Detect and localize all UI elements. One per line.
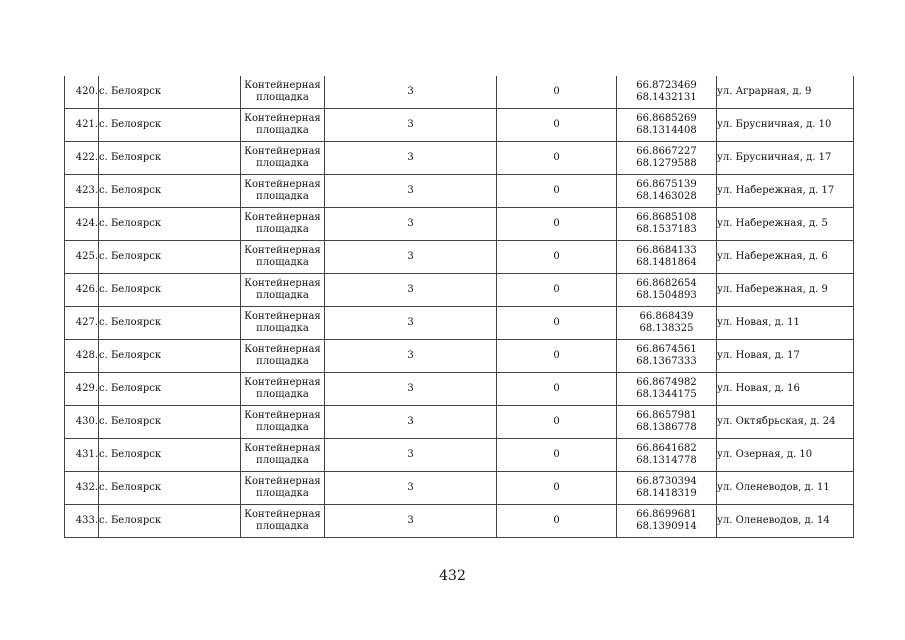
row-number-cell: 431.: [65, 439, 99, 472]
locality-cell: с. Белоярск: [99, 340, 241, 373]
site-type-line-2: площадка: [256, 455, 309, 466]
row-number-cell: 420.: [65, 76, 99, 109]
latitude-value: 66.8685269: [636, 113, 697, 124]
site-type-line-2: площадка: [256, 92, 309, 103]
site-type-cell: [241, 307, 325, 340]
row-number-cell: 432.: [65, 472, 99, 505]
site-type-line-1: Контейнерная: [244, 278, 321, 289]
site-type-line-2: площадка: [256, 158, 309, 169]
secondary-count-cell: 0: [497, 505, 617, 538]
secondary-count-cell: 0: [497, 208, 617, 241]
secondary-count-cell: 0: [497, 340, 617, 373]
container-count-cell: 3: [325, 208, 497, 241]
site-type-line-1: Контейнерная: [244, 212, 321, 223]
latitude-value: 66.8675139: [636, 179, 697, 190]
site-type-line-1: Контейнерная: [244, 179, 321, 190]
locality-cell: с. Белоярск: [99, 505, 241, 538]
site-type-line-1: Контейнерная: [244, 443, 321, 454]
row-number-cell: 433.: [65, 505, 99, 538]
locality-cell: с. Белоярск: [99, 406, 241, 439]
locality-cell: с. Белоярск: [99, 274, 241, 307]
locality-cell: с. Белоярск: [99, 439, 241, 472]
address-cell: ул. Набережная, д. 9: [717, 274, 854, 307]
longitude-value: 68.1386778: [636, 422, 697, 433]
site-type-line-1: Контейнерная: [244, 410, 321, 421]
row-number-cell: 430.: [65, 406, 99, 439]
site-type-line-1: Контейнерная: [244, 245, 321, 256]
locality-cell: с. Белоярск: [99, 142, 241, 175]
row-number-cell: 423.: [65, 175, 99, 208]
longitude-value: 68.1432131: [636, 92, 697, 103]
site-type-cell: [241, 274, 325, 307]
longitude-value: 68.138325: [639, 323, 694, 334]
secondary-count-cell: 0: [497, 109, 617, 142]
table-row: [65, 241, 854, 274]
site-type-line-2: площадка: [256, 191, 309, 202]
coordinates-cell: [617, 439, 717, 472]
latitude-value: 66.8685108: [636, 212, 697, 223]
coordinates-cell: [617, 472, 717, 505]
site-type-cell: [241, 109, 325, 142]
container-count-cell: 3: [325, 505, 497, 538]
latitude-value: 66.8684133: [636, 245, 697, 256]
container-count-cell: 3: [325, 175, 497, 208]
coordinates-cell: [617, 307, 717, 340]
coordinates-cell: [617, 340, 717, 373]
site-type-line-2: площадка: [256, 521, 309, 532]
row-number-cell: 422.: [65, 142, 99, 175]
latitude-value: 66.8641682: [636, 443, 697, 454]
container-count-cell: 3: [325, 142, 497, 175]
longitude-value: 68.1367333: [636, 356, 697, 367]
latitude-value: 66.8667227: [636, 146, 697, 157]
longitude-value: 68.1537183: [636, 224, 697, 235]
address-cell: ул. Набережная, д. 17: [717, 175, 854, 208]
locality-cell: с. Белоярск: [99, 208, 241, 241]
container-count-cell: 3: [325, 109, 497, 142]
secondary-count-cell: 0: [497, 274, 617, 307]
latitude-value: 66.8657981: [636, 410, 697, 421]
longitude-value: 68.1463028: [636, 191, 697, 202]
coordinates-cell: [617, 505, 717, 538]
secondary-count-cell: 0: [497, 406, 617, 439]
latitude-value: 66.8723469: [636, 80, 697, 91]
site-type-line-1: Контейнерная: [244, 311, 321, 322]
site-type-cell: [241, 439, 325, 472]
coordinates-cell: [617, 373, 717, 406]
address-cell: ул. Аграрная, д. 9: [717, 76, 854, 109]
table-row: [65, 208, 854, 241]
container-count-cell: 3: [325, 274, 497, 307]
site-type-line-1: Контейнерная: [244, 509, 321, 520]
longitude-value: 68.1418319: [636, 488, 697, 499]
longitude-value: 68.1279588: [636, 158, 697, 169]
container-count-cell: 3: [325, 76, 497, 109]
locality-cell: с. Белоярск: [99, 472, 241, 505]
longitude-value: 68.1504893: [636, 290, 697, 301]
secondary-count-cell: 0: [497, 76, 617, 109]
secondary-count-cell: 0: [497, 307, 617, 340]
address-cell: ул. Оленеводов, д. 11: [717, 472, 854, 505]
container-count-cell: 3: [325, 439, 497, 472]
row-number-cell: 426.: [65, 274, 99, 307]
row-number-cell: 424.: [65, 208, 99, 241]
table-row: [65, 373, 854, 406]
address-cell: ул. Брусничная, д. 10: [717, 109, 854, 142]
longitude-value: 68.1314778: [636, 455, 697, 466]
site-type-cell: [241, 373, 325, 406]
site-type-line-2: площадка: [256, 422, 309, 433]
site-type-cell: [241, 142, 325, 175]
table-row: [65, 274, 854, 307]
secondary-count-cell: 0: [497, 472, 617, 505]
latitude-value: 66.8674561: [636, 344, 697, 355]
site-type-line-1: Контейнерная: [244, 146, 321, 157]
latitude-value: 66.868439: [639, 311, 694, 322]
site-type-line-1: Контейнерная: [244, 113, 321, 124]
address-cell: ул. Новая, д. 17: [717, 340, 854, 373]
site-type-line-1: Контейнерная: [244, 377, 321, 388]
site-type-line-2: площадка: [256, 488, 309, 499]
row-number-cell: 429.: [65, 373, 99, 406]
site-type-line-1: Контейнерная: [244, 80, 321, 91]
table-row: [65, 142, 854, 175]
coordinates-cell: [617, 208, 717, 241]
latitude-value: 66.8699681: [636, 509, 697, 520]
secondary-count-cell: 0: [497, 142, 617, 175]
site-type-line-2: площадка: [256, 257, 309, 268]
table-body: [65, 76, 854, 538]
container-count-cell: 3: [325, 241, 497, 274]
table-row: [65, 175, 854, 208]
address-cell: ул. Новая, д. 11: [717, 307, 854, 340]
site-type-cell: [241, 241, 325, 274]
address-cell: ул. Оленеводов, д. 14: [717, 505, 854, 538]
coordinates-cell: [617, 175, 717, 208]
address-cell: ул. Октябрьская, д. 24: [717, 406, 854, 439]
site-type-cell: [241, 406, 325, 439]
site-type-cell: [241, 76, 325, 109]
site-type-line-2: площадка: [256, 125, 309, 136]
row-number-cell: 425.: [65, 241, 99, 274]
locality-cell: с. Белоярск: [99, 373, 241, 406]
address-cell: ул. Брусничная, д. 17: [717, 142, 854, 175]
secondary-count-cell: 0: [497, 175, 617, 208]
site-type-line-1: Контейнерная: [244, 344, 321, 355]
site-type-cell: [241, 208, 325, 241]
latitude-value: 66.8674982: [636, 377, 697, 388]
address-cell: ул. Набережная, д. 6: [717, 241, 854, 274]
address-cell: ул. Набережная, д. 5: [717, 208, 854, 241]
coordinates-cell: [617, 406, 717, 439]
site-type-line-2: площадка: [256, 356, 309, 367]
container-count-cell: 3: [325, 406, 497, 439]
row-number-cell: 427.: [65, 307, 99, 340]
table-row: [65, 472, 854, 505]
longitude-value: 68.1344175: [636, 389, 697, 400]
secondary-count-cell: 0: [497, 373, 617, 406]
secondary-count-cell: 0: [497, 241, 617, 274]
table-row: [65, 76, 854, 109]
site-type-line-2: площадка: [256, 224, 309, 235]
address-cell: ул. Озерная, д. 10: [717, 439, 854, 472]
container-count-cell: 3: [325, 373, 497, 406]
locality-cell: с. Белоярск: [99, 175, 241, 208]
page-number: 432: [439, 568, 466, 584]
table-row: [65, 439, 854, 472]
site-type-cell: [241, 472, 325, 505]
address-cell: ул. Новая, д. 16: [717, 373, 854, 406]
table-row: [65, 505, 854, 538]
longitude-value: 68.1314408: [636, 125, 697, 136]
site-type-cell: [241, 175, 325, 208]
row-number-cell: 428.: [65, 340, 99, 373]
site-type-line-1: Контейнерная: [244, 476, 321, 487]
locality-cell: с. Белоярск: [99, 109, 241, 142]
site-type-line-2: площадка: [256, 323, 309, 334]
longitude-value: 68.1481864: [636, 257, 697, 268]
container-count-cell: 3: [325, 307, 497, 340]
container-count-cell: 3: [325, 340, 497, 373]
table-row: [65, 307, 854, 340]
table-row: [65, 109, 854, 142]
latitude-value: 66.8682654: [636, 278, 697, 289]
secondary-count-cell: 0: [497, 439, 617, 472]
longitude-value: 68.1390914: [636, 521, 697, 532]
container-sites-table: [64, 76, 854, 538]
coordinates-cell: [617, 109, 717, 142]
latitude-value: 66.8730394: [636, 476, 697, 487]
coordinates-cell: [617, 142, 717, 175]
locality-cell: с. Белоярск: [99, 307, 241, 340]
coordinates-cell: [617, 76, 717, 109]
container-count-cell: 3: [325, 472, 497, 505]
site-type-line-2: площадка: [256, 389, 309, 400]
site-type-line-2: площадка: [256, 290, 309, 301]
site-type-cell: [241, 340, 325, 373]
row-number-cell: 421.: [65, 109, 99, 142]
coordinates-cell: [617, 274, 717, 307]
table-row: [65, 340, 854, 373]
coordinates-cell: [617, 241, 717, 274]
table-row: [65, 406, 854, 439]
locality-cell: с. Белоярск: [99, 76, 241, 109]
locality-cell: с. Белоярск: [99, 241, 241, 274]
site-type-cell: [241, 505, 325, 538]
